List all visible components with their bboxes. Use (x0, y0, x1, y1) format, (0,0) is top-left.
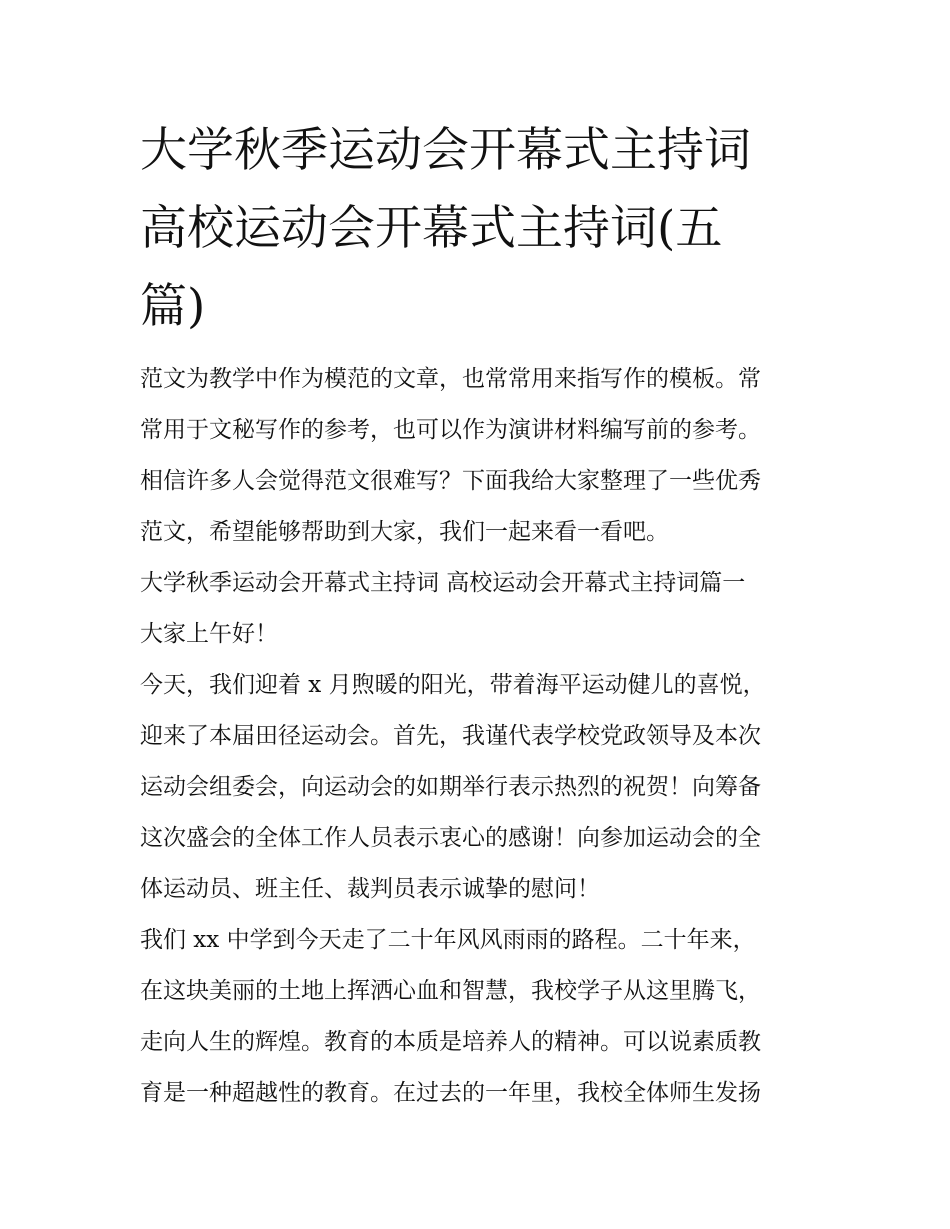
text-line: 今天，我们迎着 x 月煦暖的阳光，带着海平运动健儿的喜悦， (140, 672, 766, 698)
text-line: 体运动员、班主任、裁判员表示诚挚的慰问！ (140, 876, 600, 902)
text-line: 相信许多人会觉得范文很难写？下面我给大家整理了一些优秀 (140, 468, 761, 494)
text-line: 大家上午好！ (140, 621, 278, 647)
text-line: 大学秋季运动会开幕式主持词 高校运动会开幕式主持词篇一 (140, 570, 746, 596)
document-title (140, 112, 812, 346)
body-paragraph (140, 915, 812, 1119)
text-line: 育是一种超越性的教育。在过去的一年里，我校全体师生发扬 (140, 1080, 761, 1106)
text-line: 运动会组委会，向运动会的如期举行表示热烈的祝贺！向筹备 (140, 774, 761, 800)
section-heading (140, 558, 812, 609)
text-line: 常用于文秘写作的参考，也可以作为演讲材料编写前的参考。 (140, 417, 761, 443)
text-line: 范文，希望能够帮助到大家，我们一起来看一看吧。 (140, 519, 669, 545)
title-line: 大学秋季运动会开幕式主持词 (140, 123, 751, 178)
text-line: 范文为教学中作为模范的文章，也常常用来指写作的模板。常 (140, 366, 761, 392)
text-line: 在这块美丽的土地上挥洒心血和智慧，我校学子从这里腾飞， (140, 978, 761, 1004)
title-line: 高校运动会开幕式主持词(五 (140, 201, 723, 256)
text-line: 这次盛会的全体工作人员表示衷心的感谢！向参加运动会的全 (140, 825, 761, 851)
document-body (140, 354, 812, 1119)
text-line: 我们 xx 中学到今天走了二十年风风雨雨的路程。二十年来， (140, 927, 756, 953)
title-line: 篇) (140, 279, 206, 334)
intro-paragraph (140, 354, 812, 558)
greeting-paragraph (140, 609, 812, 660)
text-line: 走向人生的辉煌。教育的本质是培养人的精神。可以说素质教 (140, 1029, 761, 1055)
document-page (140, 112, 812, 1119)
text-line: 迎来了本届田径运动会。首先，我谨代表学校党政领导及本次 (140, 723, 761, 749)
body-paragraph (140, 660, 812, 915)
